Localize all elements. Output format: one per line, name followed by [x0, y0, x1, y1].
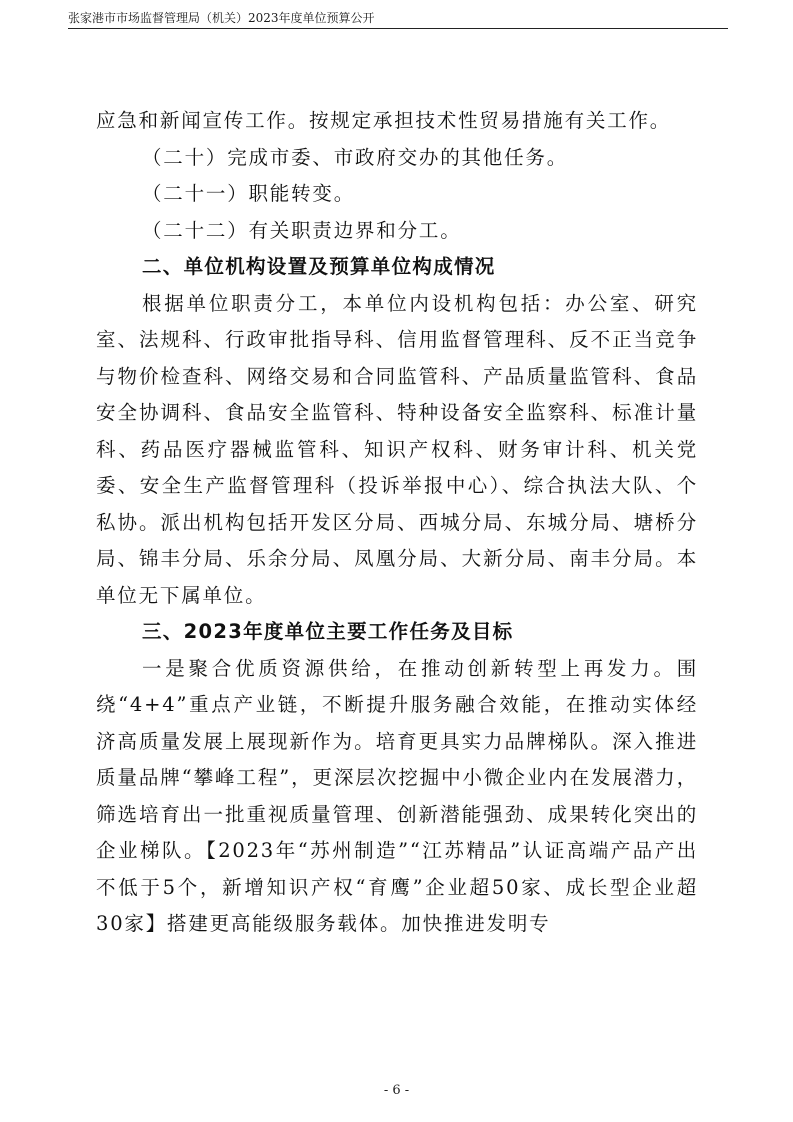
list-item-22: （二十二）有关职责边界和分工。	[142, 218, 462, 242]
header-divider	[68, 28, 728, 29]
document-body	[96, 103, 698, 943]
list-item-21: （二十一）职能转变。	[142, 182, 356, 205]
paragraph-org-structure: 根据单位职责分工，本单位内设机构包括：办公室、研究室、法规科、行政审批指导科、信用监督管理科、反不正当竞争与物价检查科、网络交易和合同监管科、产品质量监管科、食品安全协调科、食品安全监管科、特种设备安全监察科、标准计量科、药品医疗器械监管科、知识产权科、财务审计科、机关党委、安全生产监督管理科（投诉举报中心）、综合执法大队、个私协。派出机构包括开发区分局、西城分局、东城分局、塘桥分局、锦丰分局、乐余分局、凤凰分局、大新分局、南丰分局。本单位无下属单位。	[96, 291, 698, 607]
section-heading-2: 二、单位机构设置及预算单位构成情况	[142, 255, 496, 278]
paragraph-continuation: 应急和新闻宣传工作。按规定承担技术性贸易措施有关工作。	[96, 109, 672, 132]
list-item-20: （二十）完成市委、市政府交办的其他任务。	[142, 145, 569, 169]
running-header: 张家港市市场监督管理局（机关）2023年度单位预算公开	[68, 11, 375, 25]
paragraph-tasks: 一是聚合优质资源供给，在推动创新转型上再发力。围绕“4+4”重点产业链，不断提升服务融合效能，在推动实体经济高质量发展上展现新作为。培育更具实力品牌梯队。深入推进质量品牌“攀峰工程”，更深层次挖掘中小微企业内在发展潜力，筛选培育出一批重视质量管理、创新潜能强劲、成果转化突出的企业梯队。【2023年“苏州制造”“江苏精品”认证高端产品产出不低于5个，新增知识产权“育鹰”企业超50家、成长型企业超30家】搭建更高能级服务载体。加快推进发明专	[96, 656, 698, 935]
section-heading-3: 三、2023年度单位主要工作任务及目标	[142, 620, 514, 643]
page-number: - 6 -	[383, 1083, 410, 1098]
